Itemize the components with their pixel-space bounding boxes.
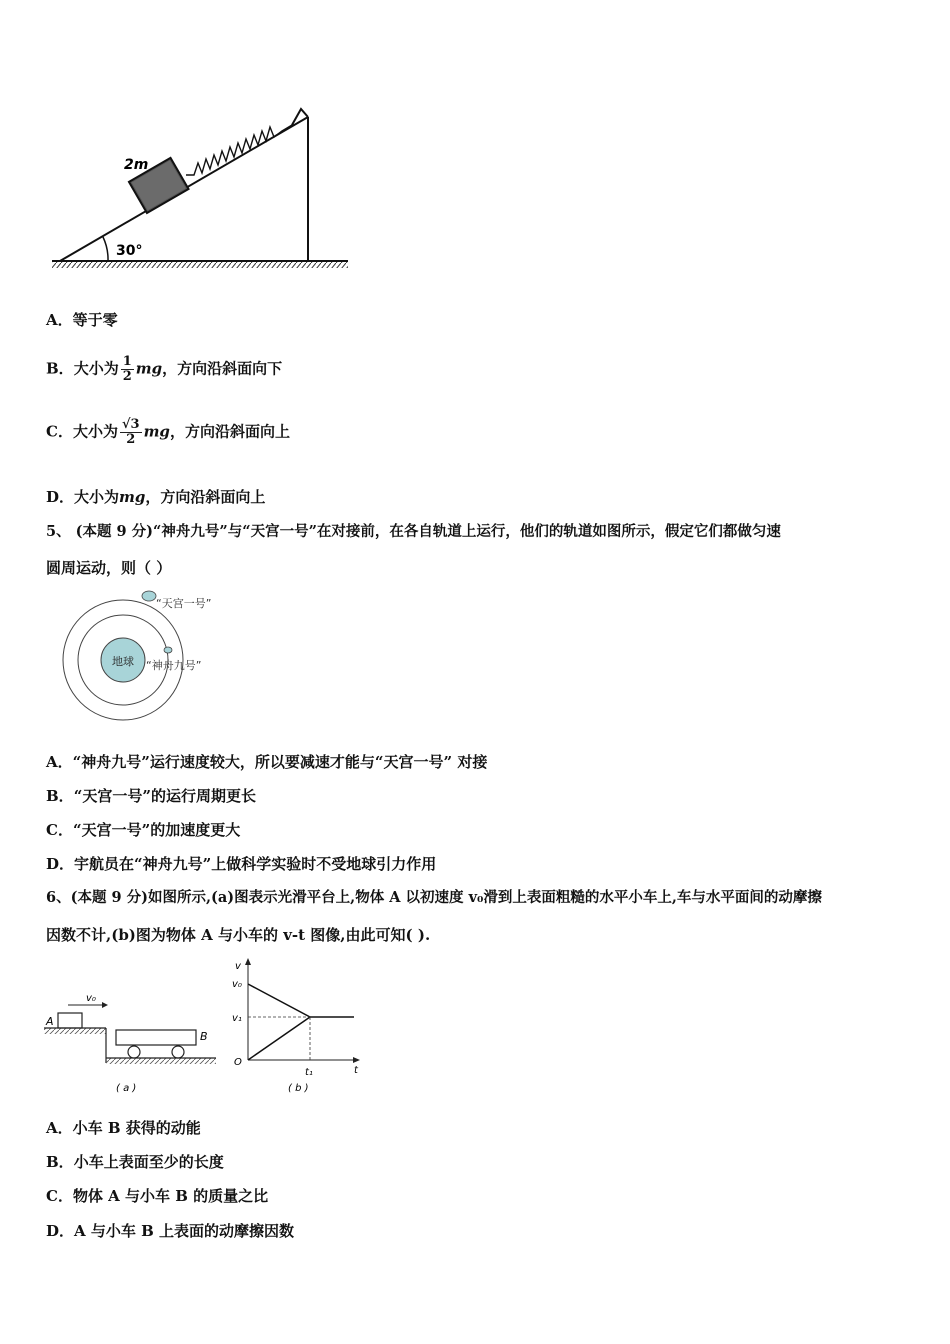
q4-option-b bbox=[46, 355, 282, 384]
option-letter: C． bbox=[46, 1187, 73, 1205]
floor-hatch bbox=[106, 1058, 216, 1064]
origin-label: O bbox=[234, 1057, 242, 1068]
q6-option-c bbox=[46, 1186, 268, 1206]
option-text: A 与小车 B 上表面的动摩擦因数 bbox=[74, 1222, 294, 1240]
ground-hatch bbox=[52, 261, 348, 268]
q5-option-c bbox=[46, 820, 240, 840]
v-axis-arrow-icon bbox=[245, 958, 251, 965]
fraction-numerator: 1 bbox=[122, 354, 132, 369]
q6-option-d bbox=[46, 1221, 294, 1241]
option-text: 等于零 bbox=[72, 311, 118, 329]
v1-tick-label: v₁ bbox=[232, 1013, 242, 1024]
platform-hatch bbox=[44, 1028, 106, 1034]
v0-label: v₀ bbox=[86, 993, 96, 1004]
option-text-pre: 大小为 bbox=[74, 488, 120, 506]
option-letter: C． bbox=[46, 821, 73, 839]
option-text: 小车 B 获得的动能 bbox=[72, 1119, 201, 1137]
variable-mg: mg bbox=[143, 422, 170, 441]
shenzhou-icon bbox=[164, 647, 172, 653]
v0-tick-label: v₀ bbox=[232, 979, 242, 990]
fraction-sqrt3-half bbox=[120, 418, 142, 447]
arrow-head-icon bbox=[102, 1002, 108, 1008]
angle-label: 30° bbox=[116, 243, 143, 259]
option-letter: B． bbox=[46, 359, 74, 378]
option-letter: D． bbox=[46, 855, 75, 873]
cart-figure bbox=[44, 985, 224, 1095]
option-text-pre: 大小为 bbox=[73, 359, 119, 378]
option-text: “天宫一号”的运行周期更长 bbox=[73, 787, 256, 805]
fraction-denominator: 2 bbox=[122, 369, 132, 384]
caption-b: ( b ) bbox=[288, 1083, 309, 1094]
wheel-icon bbox=[128, 1046, 140, 1058]
velocity-line-b bbox=[248, 1017, 310, 1060]
option-text: 宇航员在“神舟九号”上做科学实验时不受地球引力作用 bbox=[74, 855, 437, 873]
block-a bbox=[58, 1013, 82, 1028]
cart-b bbox=[116, 1030, 196, 1045]
vt-graph bbox=[226, 955, 366, 1095]
option-text: “神舟九号”运行速度较大，所以要减速才能与“天宫一号” 对接 bbox=[72, 753, 488, 771]
t-axis-arrow-icon bbox=[353, 1057, 360, 1063]
option-letter: B． bbox=[46, 1153, 74, 1171]
q4-option-d bbox=[46, 487, 265, 507]
q5-stem-line1: 5、 (本题 9 分)“神舟九号”与“天宫一号”在对接前，在各自轨道上运行，他们的轨道如图所示，假定它们都做匀速 bbox=[46, 523, 781, 540]
q6-stem-line1: 6、(本题 9 分)如图所示,(a)图表示光滑平台上,物体 A 以初速度 v₀滑到上表面粗糙的水平小车上,车与水平面间的动摩擦 bbox=[46, 889, 822, 906]
option-letter: A． bbox=[46, 753, 73, 771]
option-text-pre: 大小为 bbox=[72, 422, 118, 441]
orbit-figure bbox=[56, 585, 256, 735]
q5-option-d bbox=[46, 854, 436, 874]
option-text-post: ，方向沿斜面向上 bbox=[169, 422, 290, 441]
option-letter: B． bbox=[46, 787, 74, 805]
wheel-icon bbox=[172, 1046, 184, 1058]
q6-stem-line2: 因数不计,(b)图为物体 A 与小车的 v-t 图像,由此可知( ). bbox=[46, 926, 431, 944]
cart-b-label: B bbox=[200, 1030, 208, 1043]
caption-a: ( a ) bbox=[116, 1083, 137, 1094]
option-letter: D． bbox=[46, 1222, 75, 1240]
q4-option-c bbox=[46, 418, 290, 447]
block-a-label: A bbox=[46, 1015, 54, 1028]
q6-option-a bbox=[46, 1118, 201, 1138]
option-text: 物体 A 与小车 B 的质量之比 bbox=[72, 1187, 269, 1205]
q4-option-a bbox=[46, 310, 118, 330]
spring bbox=[186, 125, 292, 175]
incline-figure bbox=[46, 95, 356, 275]
t1-tick-label: t₁ bbox=[305, 1067, 313, 1078]
shenzhou-label: “神舟九号” bbox=[146, 659, 202, 672]
fraction-numerator: √3 bbox=[121, 417, 140, 432]
fraction-denominator: 2 bbox=[126, 432, 136, 447]
q6-option-b bbox=[46, 1152, 224, 1172]
option-letter: C． bbox=[46, 422, 73, 441]
option-text-post: ，方向沿斜面向下 bbox=[162, 359, 283, 378]
variable-mg: mg bbox=[119, 488, 146, 506]
fraction-one-half bbox=[121, 355, 134, 384]
tiangong-label: “天宫一号” bbox=[156, 597, 212, 610]
q5-option-a bbox=[46, 752, 487, 772]
t-axis-label: t bbox=[354, 1065, 358, 1076]
variable-mg: mg bbox=[135, 359, 163, 378]
tiangong-icon bbox=[142, 591, 156, 601]
q5-stem-line2: 圆周运动，则（ ） bbox=[46, 559, 172, 577]
v-axis-label: v bbox=[235, 961, 241, 972]
angle-arc bbox=[103, 237, 108, 261]
velocity-line-a bbox=[248, 984, 310, 1017]
option-letter: A． bbox=[46, 311, 73, 329]
option-letter: D． bbox=[46, 488, 75, 506]
earth-label: 地球 bbox=[112, 655, 134, 668]
option-text: “天宫一号”的加速度更大 bbox=[72, 821, 241, 839]
option-letter: A． bbox=[46, 1119, 73, 1137]
mass-label: 2m bbox=[124, 157, 149, 173]
q5-option-b bbox=[46, 786, 256, 806]
option-text-post: ，方向沿斜面向上 bbox=[145, 488, 266, 506]
option-text: 小车上表面至少的长度 bbox=[73, 1153, 224, 1171]
